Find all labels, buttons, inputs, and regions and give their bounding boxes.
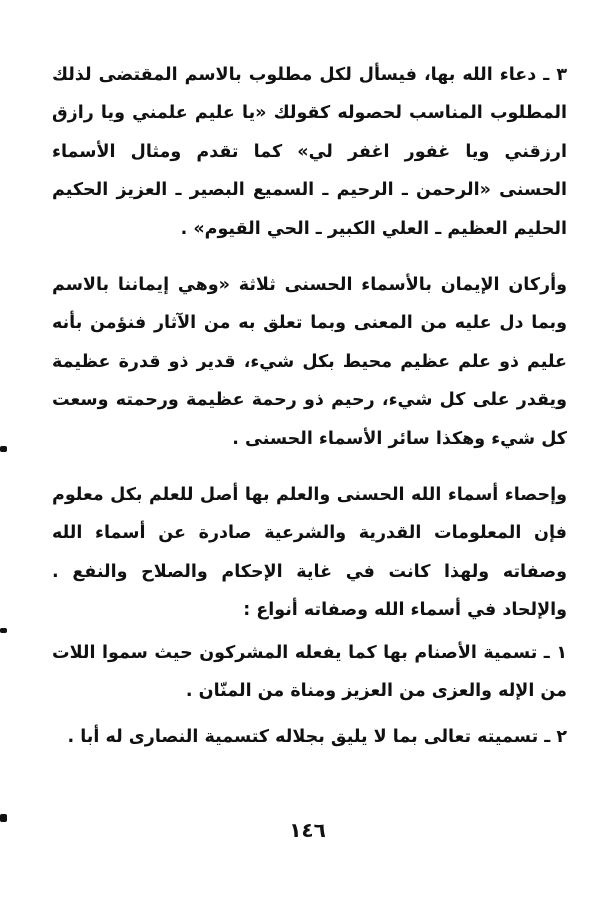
- text-paragraph-2: [52, 266, 567, 458]
- text-paragraph-4: [52, 634, 567, 711]
- scan-edge-mark: [0, 628, 7, 633]
- paragraph-ihsa-and-ilhad: وإحصاء أسماء الله الحسنى والعلم بها أصل للعلم بكل معلوم فإن المعلومات القدرية والشرعية صادرة عن أسماء الله وصفاته ولهذا كانت في غاية الإحكام والصلاح والنفع . والإلحاد في أسماء الله وصفاته أنواع :: [52, 485, 567, 621]
- paragraph-pillars-of-faith: وأركان الإيمان بالأسماء الحسنى ثلاثة «وهي إيماننا بالاسم وبما دل عليه من المعنى وبما تعلق به من الآثار فنؤمن بأنه عليم ذو علم عظيم محيط بكل شيء، قدير ذو قدرة عظيمة ويقدر على كل شيء، رحيم ذو رحمة عظيمة ورحمته وسعت كل شيء وهكذا سائر الأسماء الحسنى .: [52, 275, 567, 449]
- list-item-ilhad-2: ٢ ـ تسميته تعالى بما لا يليق بجلاله كتسمية النصارى له أبا .: [67, 727, 567, 747]
- scan-edge-mark: [0, 446, 7, 452]
- page-number: ١٤٦: [289, 818, 326, 842]
- text-paragraph-3: [52, 476, 567, 630]
- text-paragraph-1: [52, 56, 567, 248]
- list-item-ilhad-1: ١ ـ تسمية الأصنام بها كما يفعله المشركون حيث سموا اللات من الإله والعزى من العزيز ومناة من المنّان .: [52, 643, 567, 702]
- text-paragraph-5: [52, 718, 567, 756]
- paragraph-dua-by-names: ٣ ـ دعاء الله بها، فيسأل لكل مطلوب بالاسم المقتضى لذلك المطلوب المناسب لحصوله كقولك «يا عليم علمني ويا رازق ارزقني ويا غفور اغفر لي» كما تقدم ومثال الأسماء الحسنى «الرحمن ـ الرحيم ـ السميع البصير ـ العزيز الحكيم الحليم العظيم ـ العلي الكبير ـ الحي القيوم» .: [52, 65, 567, 239]
- scan-edge-mark: [0, 814, 7, 822]
